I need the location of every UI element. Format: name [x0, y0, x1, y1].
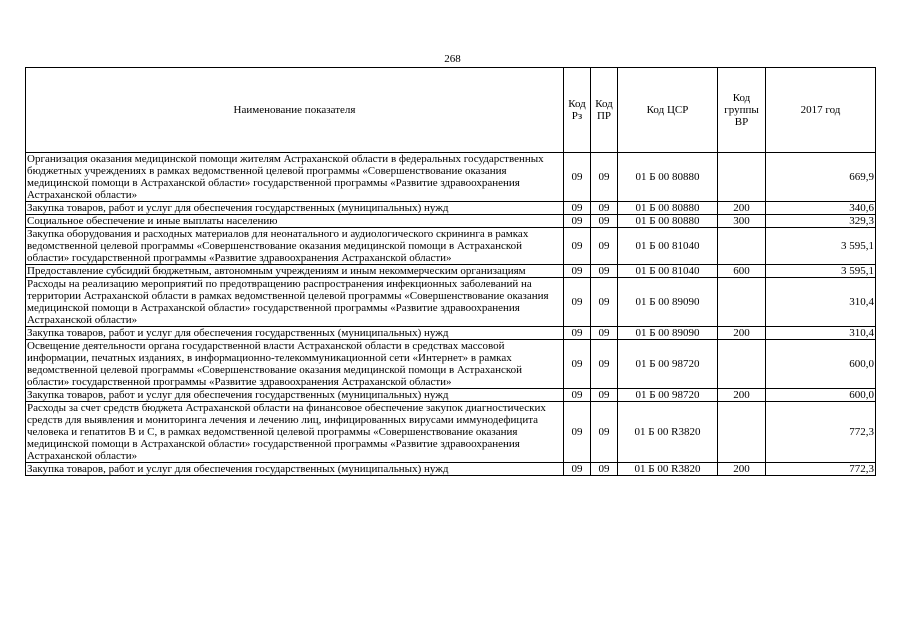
row-rz: 09: [564, 202, 591, 215]
table-row: [26, 228, 876, 265]
row-rz: 09: [564, 228, 591, 265]
row-vr: 200: [718, 389, 766, 402]
row-name: Предоставление субсидий бюджетным, автономным учреждениям и иным некоммерческим организациям: [26, 265, 564, 278]
row-name: Закупка товаров, работ и услуг для обеспечения государственных (муниципальных) нужд: [26, 327, 564, 340]
row-vr: [718, 402, 766, 463]
table-row: [26, 265, 876, 278]
row-name: Закупка товаров, работ и услуг для обеспечения государственных (муниципальных) нужд: [26, 389, 564, 402]
row-csr: 01 Б 00 81040: [618, 265, 718, 278]
row-vr: 600: [718, 265, 766, 278]
row-pr: 09: [591, 402, 618, 463]
table-row: [26, 463, 876, 476]
row-csr: 01 Б 00 R3820: [618, 463, 718, 476]
row-sum: 310,4: [766, 327, 876, 340]
header-vr: Код группы ВР: [718, 68, 766, 153]
row-vr: [718, 340, 766, 389]
row-pr: 09: [591, 228, 618, 265]
row-vr: 200: [718, 463, 766, 476]
header-csr: Код ЦСР: [618, 68, 718, 153]
table-row: [26, 215, 876, 228]
row-name: Организация оказания медицинской помощи жителям Астраханской области в федеральных государственных бюджетных учреждениях в рамках ведомственной целевой программы «Совершенствование оказания медицинской помощи в Астраханской области» государственной программы «Развитие здравоохранения Астраханской области»: [26, 153, 564, 202]
row-sum: 772,3: [766, 463, 876, 476]
row-pr: 09: [591, 340, 618, 389]
row-sum: 329,3: [766, 215, 876, 228]
row-csr: 01 Б 00 80880: [618, 153, 718, 202]
row-sum: 669,9: [766, 153, 876, 202]
row-name: Расходы за счет средств бюджета Астраханской области на финансовое обеспечение закупок диагностических средств для выявления и мониторинга лечения и лечению лиц, инфицированных вирусами иммунодефицита человека и гепатитов В и С, в рамках ведомственной целевой программы «Совершенствование оказания медицинской помощи в Астраханской области» государственной программы «Развитие здравоохранения Астраханской области»: [26, 402, 564, 463]
table-header-row: [26, 68, 876, 153]
row-rz: 09: [564, 265, 591, 278]
page-number: 268: [444, 53, 461, 65]
row-csr: 01 Б 00 80880: [618, 215, 718, 228]
row-rz: 09: [564, 215, 591, 228]
row-csr: 01 Б 00 R3820: [618, 402, 718, 463]
table-row: [26, 340, 876, 389]
row-sum: 310,4: [766, 278, 876, 327]
row-rz: 09: [564, 463, 591, 476]
row-sum: 600,0: [766, 340, 876, 389]
header-pr: Код ПР: [591, 68, 618, 153]
row-sum: 772,3: [766, 402, 876, 463]
row-rz: 09: [564, 278, 591, 327]
row-rz: 09: [564, 153, 591, 202]
row-csr: 01 Б 00 98720: [618, 389, 718, 402]
row-pr: 09: [591, 327, 618, 340]
row-name: Освещение деятельности органа государственной власти Астраханской области в средствах массовой информации, печатных изданиях, в информационно-телекоммуникационной сети «Интернет» в рамках ведомственной целевой программы «Совершенствование оказания медицинской помощи в Астраханской области» государственной программы «Развитие здравоохранения Астраханской области»: [26, 340, 564, 389]
table-row: [26, 402, 876, 463]
row-vr: 200: [718, 327, 766, 340]
row-pr: 09: [591, 389, 618, 402]
row-csr: 01 Б 00 89090: [618, 327, 718, 340]
table-row: [26, 153, 876, 202]
table-row: [26, 327, 876, 340]
row-pr: 09: [591, 265, 618, 278]
row-vr: 300: [718, 215, 766, 228]
row-vr: 200: [718, 202, 766, 215]
row-vr: [718, 228, 766, 265]
row-pr: 09: [591, 463, 618, 476]
table-row: [26, 389, 876, 402]
row-csr: 01 Б 00 81040: [618, 228, 718, 265]
budget-table: [25, 67, 876, 476]
header-name: Наименование показателя: [26, 68, 564, 153]
row-pr: 09: [591, 278, 618, 327]
header-sum: 2017 год: [766, 68, 876, 153]
row-vr: [718, 278, 766, 327]
row-sum: 3 595,1: [766, 228, 876, 265]
row-name: Закупка товаров, работ и услуг для обеспечения государственных (муниципальных) нужд: [26, 463, 564, 476]
row-sum: 340,6: [766, 202, 876, 215]
row-sum: 3 595,1: [766, 265, 876, 278]
row-vr: [718, 153, 766, 202]
table-row: [26, 278, 876, 327]
row-name: Закупка товаров, работ и услуг для обеспечения государственных (муниципальных) нужд: [26, 202, 564, 215]
row-rz: 09: [564, 327, 591, 340]
row-pr: 09: [591, 153, 618, 202]
row-csr: 01 Б 00 80880: [618, 202, 718, 215]
row-csr: 01 Б 00 89090: [618, 278, 718, 327]
row-rz: 09: [564, 402, 591, 463]
row-rz: 09: [564, 340, 591, 389]
row-csr: 01 Б 00 98720: [618, 340, 718, 389]
row-sum: 600,0: [766, 389, 876, 402]
row-name: Социальное обеспечение и иные выплаты населению: [26, 215, 564, 228]
header-rz: Код Рз: [564, 68, 591, 153]
row-pr: 09: [591, 215, 618, 228]
table-row: [26, 202, 876, 215]
row-rz: 09: [564, 389, 591, 402]
row-pr: 09: [591, 202, 618, 215]
row-name: Закупка оборудования и расходных материалов для неонатального и аудиологического скрининга в рамках ведомственной целевой программы «Совершенствование оказания медицинской помощи в Астраханской области» государственной программы «Развитие здравоохранения Астраханской области»: [26, 228, 564, 265]
row-name: Расходы на реализацию мероприятий по предотвращению распространения инфекционных заболеваний на территории Астраханской области в рамках ведомственной целевой программы «Совершенствование оказания медицинской помощи в Астраханской области» государственной программы «Развитие здравоохранения Астраханской области»: [26, 278, 564, 327]
